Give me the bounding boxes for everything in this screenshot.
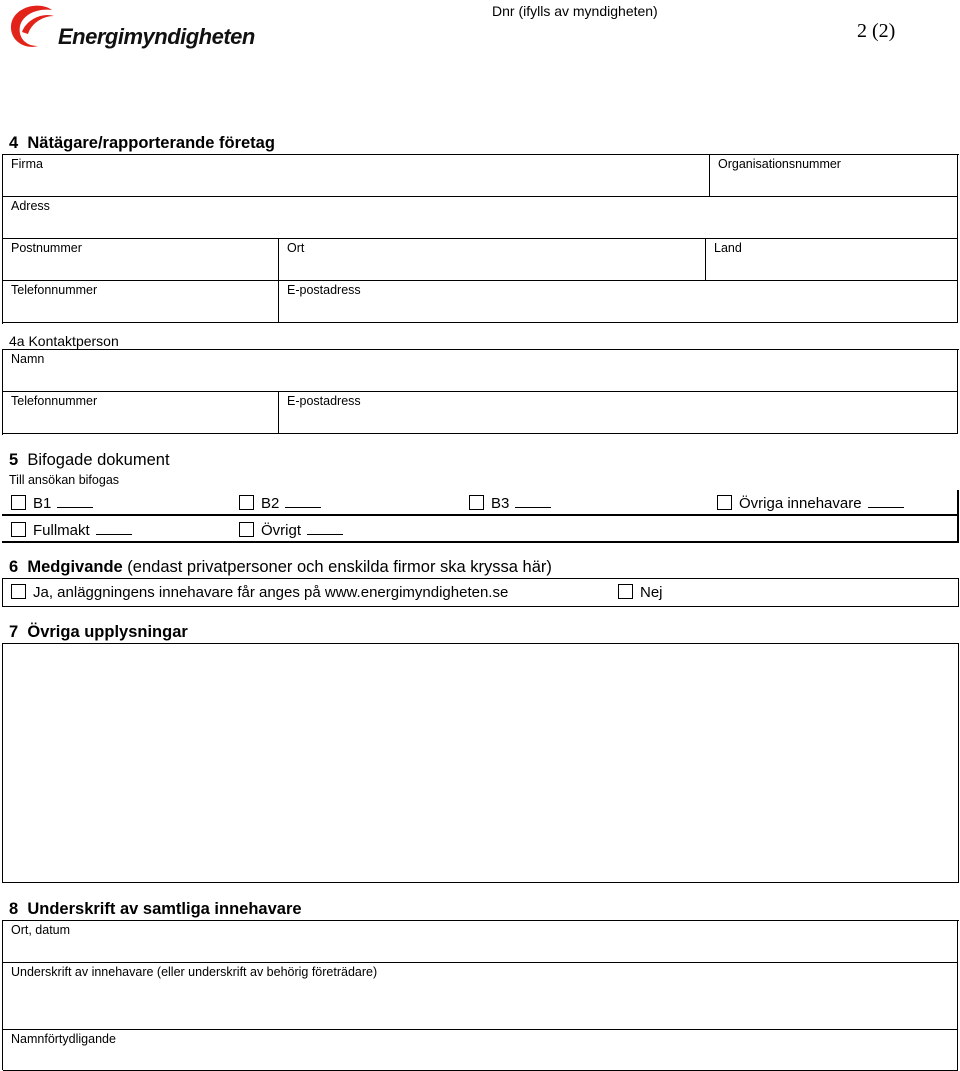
checkbox[interactable]: [11, 522, 26, 537]
postnummer-field[interactable]: Postnummer: [3, 239, 279, 281]
telefon-field[interactable]: Telefonnummer: [3, 281, 279, 323]
section-7-title: 7 Övriga upplysningar: [9, 623, 188, 641]
option-ovrigt[interactable]: Övrigt: [239, 522, 343, 539]
section-4a-title: 4a Kontaktperson: [9, 333, 119, 349]
checkbox[interactable]: [11, 584, 26, 599]
option-ovriga-innehavare[interactable]: Övriga innehavare: [717, 495, 904, 512]
ort-datum-field[interactable]: Ort, datum: [3, 921, 958, 963]
checkbox[interactable]: [11, 495, 26, 510]
option-b2[interactable]: B2: [239, 495, 321, 512]
section-5-title: 5 Bifogade dokument: [9, 451, 170, 469]
kontakt-telefon-field[interactable]: Telefonnummer: [3, 392, 279, 434]
adress-field[interactable]: Adress: [3, 197, 958, 239]
orgnr-field[interactable]: Organisationsnummer: [710, 155, 958, 197]
kontakt-epost-field[interactable]: E-postadress: [279, 392, 958, 434]
section-4-form: [2, 154, 959, 324]
land-field[interactable]: Land: [706, 239, 958, 281]
section-6-title: 6 Medgivande (endast privatpersoner och enskilda firmor ska kryssa här): [9, 558, 552, 576]
option-b1[interactable]: B1: [11, 495, 93, 512]
checkbox[interactable]: [239, 522, 254, 537]
page-number: 2 (2): [857, 20, 896, 42]
option-fullmakt[interactable]: Fullmakt: [11, 522, 132, 539]
bifogas-label: Till ansökan bifogas: [9, 473, 120, 487]
dnr-label: Dnr (ifylls av myndigheten): [492, 3, 658, 19]
option-ja[interactable]: Ja, anläggningens innehavare får anges på www.energimyndigheten.se: [11, 584, 508, 601]
energimyndigheten-logo: [8, 2, 255, 52]
section-4-title: 4 Nätägare/rapporterande företag: [9, 134, 275, 152]
logo-text: Energimyndigheten: [58, 24, 255, 49]
section-8-title: 8 Underskrift av samtliga innehavare: [9, 900, 302, 918]
checkbox[interactable]: [618, 584, 633, 599]
underskrift-field[interactable]: Underskrift av innehavare (eller underskrift av behörig företrädare): [3, 963, 958, 1030]
checkbox[interactable]: [717, 495, 732, 510]
option-nej[interactable]: Nej: [618, 584, 663, 601]
namnfortydligande-field[interactable]: Namnförtydligande: [3, 1030, 958, 1071]
section-4a-form: [2, 349, 959, 435]
epost-field[interactable]: E-postadress: [279, 281, 958, 323]
section-8-form: [2, 920, 959, 1070]
divider: [957, 490, 959, 542]
namn-field[interactable]: Namn: [3, 350, 958, 392]
checkbox[interactable]: [469, 495, 484, 510]
divider: [2, 541, 959, 543]
option-b3[interactable]: B3: [469, 495, 551, 512]
checkbox[interactable]: [239, 495, 254, 510]
ort-field[interactable]: Ort: [279, 239, 706, 281]
ovriga-upplysningar-field[interactable]: [2, 643, 959, 883]
firma-field[interactable]: Firma: [3, 155, 710, 197]
divider: [2, 514, 959, 516]
